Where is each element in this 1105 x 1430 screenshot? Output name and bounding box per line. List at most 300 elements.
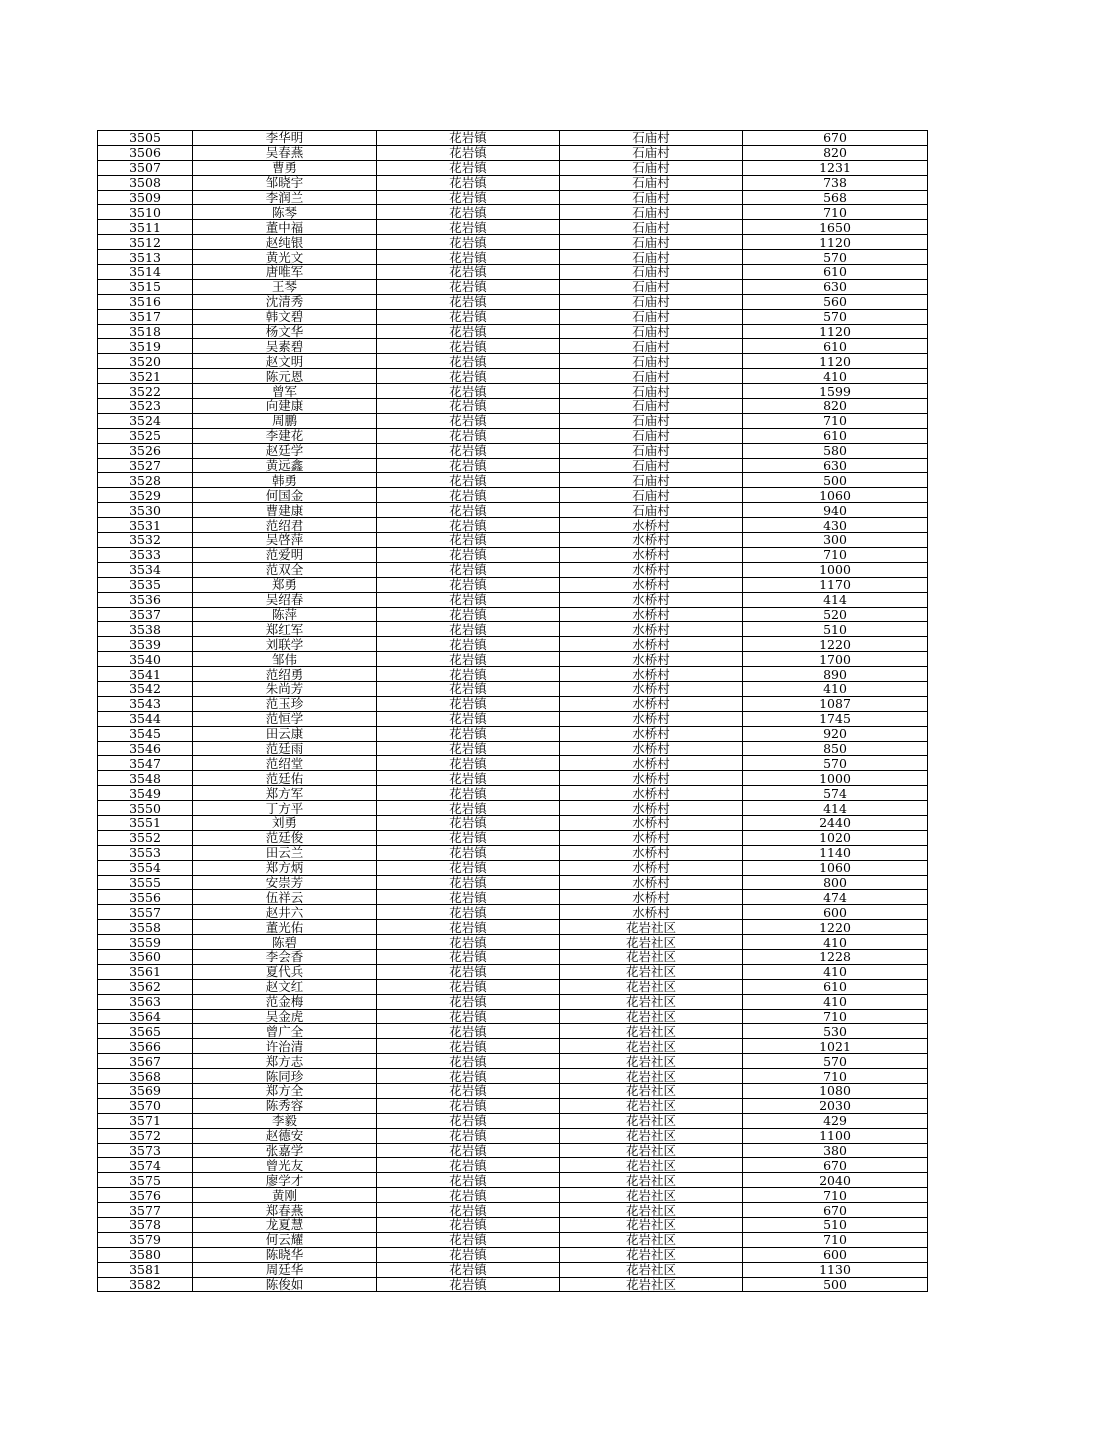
table-row: [98, 1098, 928, 1113]
amount-cell: 800: [743, 875, 928, 890]
village-cell: 花岩社区: [560, 1054, 743, 1069]
table-row: [98, 935, 928, 950]
village-cell: 水桥村: [560, 711, 743, 726]
records-body: [98, 131, 928, 1292]
amount-cell: 520: [743, 607, 928, 622]
town-cell: 花岩镇: [377, 294, 560, 309]
table-row: [98, 1203, 928, 1218]
table-row: [98, 681, 928, 696]
amount-cell: 1140: [743, 845, 928, 860]
village-cell: 花岩社区: [560, 1009, 743, 1024]
town-cell: 花岩镇: [377, 875, 560, 890]
amount-cell: 1080: [743, 1084, 928, 1099]
village-cell: 花岩社区: [560, 1024, 743, 1039]
village-cell: 花岩社区: [560, 1262, 743, 1277]
name-cell: 郑勇: [193, 577, 377, 592]
row-number-cell: 3559: [98, 935, 193, 950]
table-row: [98, 145, 928, 160]
town-cell: 花岩镇: [377, 488, 560, 503]
amount-cell: 300: [743, 533, 928, 548]
amount-cell: 1745: [743, 711, 928, 726]
table-row: [98, 160, 928, 175]
village-cell: 石庙村: [560, 250, 743, 265]
name-cell: 王琴: [193, 279, 377, 294]
row-number-cell: 3574: [98, 1158, 193, 1173]
table-row: [98, 1143, 928, 1158]
village-cell: 石庙村: [560, 309, 743, 324]
village-cell: 水桥村: [560, 771, 743, 786]
village-cell: 石庙村: [560, 131, 743, 146]
name-cell: 赵廷学: [193, 443, 377, 458]
town-cell: 花岩镇: [377, 428, 560, 443]
amount-cell: 500: [743, 1277, 928, 1292]
name-cell: 田云兰: [193, 845, 377, 860]
name-cell: 龙夏慧: [193, 1218, 377, 1233]
village-cell: 花岩社区: [560, 1173, 743, 1188]
table-row: [98, 949, 928, 964]
amount-cell: 610: [743, 979, 928, 994]
town-cell: 花岩镇: [377, 265, 560, 280]
amount-cell: 510: [743, 1218, 928, 1233]
village-cell: 花岩社区: [560, 920, 743, 935]
row-number-cell: 3523: [98, 399, 193, 414]
town-cell: 花岩镇: [377, 696, 560, 711]
name-cell: 何国金: [193, 488, 377, 503]
name-cell: 董光佑: [193, 920, 377, 935]
name-cell: 范廷俊: [193, 830, 377, 845]
row-number-cell: 3508: [98, 175, 193, 190]
table-row: [98, 1024, 928, 1039]
town-cell: 花岩镇: [377, 458, 560, 473]
amount-cell: 560: [743, 294, 928, 309]
table-row: [98, 369, 928, 384]
row-number-cell: 3527: [98, 458, 193, 473]
amount-cell: 1021: [743, 1039, 928, 1054]
amount-cell: 2030: [743, 1098, 928, 1113]
table-row: [98, 131, 928, 146]
table-row: [98, 920, 928, 935]
town-cell: 花岩镇: [377, 756, 560, 771]
row-number-cell: 3558: [98, 920, 193, 935]
row-number-cell: 3509: [98, 190, 193, 205]
table-row: [98, 458, 928, 473]
row-number-cell: 3520: [98, 354, 193, 369]
row-number-cell: 3535: [98, 577, 193, 592]
name-cell: 李润兰: [193, 190, 377, 205]
name-cell: 伍祥云: [193, 890, 377, 905]
amount-cell: 630: [743, 279, 928, 294]
row-number-cell: 3511: [98, 220, 193, 235]
amount-cell: 610: [743, 265, 928, 280]
town-cell: 花岩镇: [377, 309, 560, 324]
village-cell: 水桥村: [560, 592, 743, 607]
row-number-cell: 3549: [98, 786, 193, 801]
row-number-cell: 3545: [98, 726, 193, 741]
village-cell: 石庙村: [560, 384, 743, 399]
amount-cell: 414: [743, 592, 928, 607]
amount-cell: 670: [743, 1158, 928, 1173]
town-cell: 花岩镇: [377, 1069, 560, 1084]
town-cell: 花岩镇: [377, 547, 560, 562]
row-number-cell: 3552: [98, 830, 193, 845]
village-cell: 石庙村: [560, 220, 743, 235]
amount-cell: 1220: [743, 637, 928, 652]
amount-cell: 568: [743, 190, 928, 205]
table-row: [98, 667, 928, 682]
amount-cell: 738: [743, 175, 928, 190]
table-row: [98, 830, 928, 845]
town-cell: 花岩镇: [377, 622, 560, 637]
amount-cell: 1000: [743, 562, 928, 577]
name-cell: 郑春燕: [193, 1203, 377, 1218]
row-number-cell: 3534: [98, 562, 193, 577]
amount-cell: 820: [743, 145, 928, 160]
row-number-cell: 3526: [98, 443, 193, 458]
name-cell: 陈琴: [193, 205, 377, 220]
amount-cell: 1100: [743, 1128, 928, 1143]
town-cell: 花岩镇: [377, 890, 560, 905]
name-cell: 曾广全: [193, 1024, 377, 1039]
town-cell: 花岩镇: [377, 726, 560, 741]
amount-cell: 410: [743, 369, 928, 384]
village-cell: 花岩社区: [560, 1232, 743, 1247]
village-cell: 水桥村: [560, 726, 743, 741]
row-number-cell: 3531: [98, 518, 193, 533]
town-cell: 花岩镇: [377, 235, 560, 250]
name-cell: 吴素碧: [193, 339, 377, 354]
town-cell: 花岩镇: [377, 1128, 560, 1143]
village-cell: 水桥村: [560, 547, 743, 562]
amount-cell: 1130: [743, 1262, 928, 1277]
amount-cell: 574: [743, 786, 928, 801]
name-cell: 陈元恩: [193, 369, 377, 384]
village-cell: 石庙村: [560, 279, 743, 294]
village-cell: 石庙村: [560, 205, 743, 220]
town-cell: 花岩镇: [377, 860, 560, 875]
table-row: [98, 607, 928, 622]
amount-cell: 670: [743, 131, 928, 146]
table-row: [98, 1113, 928, 1128]
village-cell: 石庙村: [560, 160, 743, 175]
name-cell: 曹建康: [193, 503, 377, 518]
name-cell: 郑方志: [193, 1054, 377, 1069]
village-cell: 花岩社区: [560, 1113, 743, 1128]
row-number-cell: 3576: [98, 1188, 193, 1203]
table-row: [98, 294, 928, 309]
amount-cell: 670: [743, 1203, 928, 1218]
town-cell: 花岩镇: [377, 175, 560, 190]
town-cell: 花岩镇: [377, 1247, 560, 1262]
table-row: [98, 324, 928, 339]
table-row: [98, 711, 928, 726]
name-cell: 范玉珍: [193, 696, 377, 711]
amount-cell: 2440: [743, 815, 928, 830]
village-cell: 花岩社区: [560, 1158, 743, 1173]
amount-cell: 530: [743, 1024, 928, 1039]
row-number-cell: 3572: [98, 1128, 193, 1143]
row-number-cell: 3547: [98, 756, 193, 771]
amount-cell: 820: [743, 399, 928, 414]
row-number-cell: 3557: [98, 905, 193, 920]
amount-cell: 414: [743, 801, 928, 816]
table-row: [98, 592, 928, 607]
amount-cell: 710: [743, 1069, 928, 1084]
name-cell: 黄远鑫: [193, 458, 377, 473]
village-cell: 花岩社区: [560, 1188, 743, 1203]
town-cell: 花岩镇: [377, 279, 560, 294]
town-cell: 花岩镇: [377, 205, 560, 220]
town-cell: 花岩镇: [377, 399, 560, 414]
amount-cell: 474: [743, 890, 928, 905]
row-number-cell: 3548: [98, 771, 193, 786]
amount-cell: 610: [743, 428, 928, 443]
table-row: [98, 190, 928, 205]
amount-cell: 1220: [743, 920, 928, 935]
name-cell: 吴啓萍: [193, 533, 377, 548]
town-cell: 花岩镇: [377, 339, 560, 354]
town-cell: 花岩镇: [377, 994, 560, 1009]
table-row: [98, 384, 928, 399]
amount-cell: 1700: [743, 652, 928, 667]
amount-cell: 410: [743, 935, 928, 950]
amount-cell: 1228: [743, 949, 928, 964]
amount-cell: 600: [743, 905, 928, 920]
row-number-cell: 3506: [98, 145, 193, 160]
name-cell: 韩勇: [193, 473, 377, 488]
amount-cell: 410: [743, 964, 928, 979]
table-row: [98, 771, 928, 786]
village-cell: 石庙村: [560, 443, 743, 458]
town-cell: 花岩镇: [377, 577, 560, 592]
row-number-cell: 3551: [98, 815, 193, 830]
village-cell: 花岩社区: [560, 994, 743, 1009]
village-cell: 花岩社区: [560, 949, 743, 964]
village-cell: 石庙村: [560, 324, 743, 339]
row-number-cell: 3543: [98, 696, 193, 711]
village-cell: 花岩社区: [560, 1084, 743, 1099]
name-cell: 陈同珍: [193, 1069, 377, 1084]
town-cell: 花岩镇: [377, 711, 560, 726]
village-cell: 水桥村: [560, 652, 743, 667]
name-cell: 韩文碧: [193, 309, 377, 324]
table-row: [98, 905, 928, 920]
row-number-cell: 3567: [98, 1054, 193, 1069]
village-cell: 水桥村: [560, 845, 743, 860]
table-row: [98, 428, 928, 443]
village-cell: 水桥村: [560, 681, 743, 696]
name-cell: 周廷华: [193, 1262, 377, 1277]
name-cell: 郑方全: [193, 1084, 377, 1099]
amount-cell: 2040: [743, 1173, 928, 1188]
table-row: [98, 964, 928, 979]
name-cell: 曾军: [193, 384, 377, 399]
village-cell: 水桥村: [560, 637, 743, 652]
name-cell: 董中福: [193, 220, 377, 235]
name-cell: 田云康: [193, 726, 377, 741]
name-cell: 范爱明: [193, 547, 377, 562]
amount-cell: 1000: [743, 771, 928, 786]
row-number-cell: 3515: [98, 279, 193, 294]
town-cell: 花岩镇: [377, 160, 560, 175]
table-row: [98, 726, 928, 741]
name-cell: 李毅: [193, 1113, 377, 1128]
town-cell: 花岩镇: [377, 131, 560, 146]
town-cell: 花岩镇: [377, 190, 560, 205]
name-cell: 李建花: [193, 428, 377, 443]
name-cell: 唐唯军: [193, 265, 377, 280]
town-cell: 花岩镇: [377, 845, 560, 860]
village-cell: 花岩社区: [560, 1128, 743, 1143]
row-number-cell: 3513: [98, 250, 193, 265]
name-cell: 夏代兵: [193, 964, 377, 979]
name-cell: 曹勇: [193, 160, 377, 175]
town-cell: 花岩镇: [377, 1173, 560, 1188]
table-row: [98, 250, 928, 265]
name-cell: 赵德安: [193, 1128, 377, 1143]
town-cell: 花岩镇: [377, 1232, 560, 1247]
row-number-cell: 3539: [98, 637, 193, 652]
amount-cell: 1120: [743, 324, 928, 339]
village-cell: 水桥村: [560, 667, 743, 682]
town-cell: 花岩镇: [377, 145, 560, 160]
amount-cell: 410: [743, 681, 928, 696]
table-row: [98, 815, 928, 830]
village-cell: 花岩社区: [560, 935, 743, 950]
amount-cell: 570: [743, 756, 928, 771]
name-cell: 刘勇: [193, 815, 377, 830]
row-number-cell: 3532: [98, 533, 193, 548]
amount-cell: 850: [743, 741, 928, 756]
town-cell: 花岩镇: [377, 324, 560, 339]
town-cell: 花岩镇: [377, 443, 560, 458]
table-row: [98, 756, 928, 771]
name-cell: 赵纯银: [193, 235, 377, 250]
town-cell: 花岩镇: [377, 815, 560, 830]
name-cell: 朱尚芳: [193, 681, 377, 696]
table-row: [98, 1084, 928, 1099]
town-cell: 花岩镇: [377, 1262, 560, 1277]
village-cell: 花岩社区: [560, 1277, 743, 1292]
amount-cell: 510: [743, 622, 928, 637]
town-cell: 花岩镇: [377, 369, 560, 384]
town-cell: 花岩镇: [377, 1113, 560, 1128]
town-cell: 花岩镇: [377, 384, 560, 399]
town-cell: 花岩镇: [377, 1158, 560, 1173]
village-cell: 花岩社区: [560, 1218, 743, 1233]
town-cell: 花岩镇: [377, 1084, 560, 1099]
row-number-cell: 3541: [98, 667, 193, 682]
amount-cell: 1060: [743, 860, 928, 875]
village-cell: 水桥村: [560, 860, 743, 875]
row-number-cell: 3563: [98, 994, 193, 1009]
table-row: [98, 309, 928, 324]
row-number-cell: 3517: [98, 309, 193, 324]
village-cell: 石庙村: [560, 428, 743, 443]
name-cell: 陈萍: [193, 607, 377, 622]
row-number-cell: 3538: [98, 622, 193, 637]
town-cell: 花岩镇: [377, 220, 560, 235]
row-number-cell: 3564: [98, 1009, 193, 1024]
town-cell: 花岩镇: [377, 354, 560, 369]
row-number-cell: 3514: [98, 265, 193, 280]
amount-cell: 1120: [743, 354, 928, 369]
table-row: [98, 503, 928, 518]
town-cell: 花岩镇: [377, 949, 560, 964]
name-cell: 陈秀容: [193, 1098, 377, 1113]
town-cell: 花岩镇: [377, 741, 560, 756]
row-number-cell: 3518: [98, 324, 193, 339]
name-cell: 李华明: [193, 131, 377, 146]
name-cell: 李会香: [193, 949, 377, 964]
table-row: [98, 1188, 928, 1203]
amount-cell: 1020: [743, 830, 928, 845]
village-cell: 花岩社区: [560, 979, 743, 994]
village-cell: 花岩社区: [560, 1143, 743, 1158]
table-row: [98, 235, 928, 250]
village-cell: 水桥村: [560, 875, 743, 890]
row-number-cell: 3561: [98, 964, 193, 979]
name-cell: 赵文红: [193, 979, 377, 994]
village-cell: 花岩社区: [560, 1069, 743, 1084]
town-cell: 花岩镇: [377, 533, 560, 548]
name-cell: 范双全: [193, 562, 377, 577]
town-cell: 花岩镇: [377, 592, 560, 607]
amount-cell: 610: [743, 339, 928, 354]
name-cell: 吴春燕: [193, 145, 377, 160]
table-row: [98, 399, 928, 414]
village-cell: 石庙村: [560, 354, 743, 369]
table-row: [98, 801, 928, 816]
table-row: [98, 875, 928, 890]
name-cell: 邹晓宇: [193, 175, 377, 190]
data-sheet: [97, 130, 927, 1292]
row-number-cell: 3540: [98, 652, 193, 667]
table-row: [98, 890, 928, 905]
table-row: [98, 473, 928, 488]
row-number-cell: 3575: [98, 1173, 193, 1188]
village-cell: 花岩社区: [560, 1039, 743, 1054]
village-cell: 水桥村: [560, 890, 743, 905]
town-cell: 花岩镇: [377, 413, 560, 428]
row-number-cell: 3521: [98, 369, 193, 384]
name-cell: 范绍勇: [193, 667, 377, 682]
amount-cell: 710: [743, 1009, 928, 1024]
village-cell: 水桥村: [560, 756, 743, 771]
table-row: [98, 1128, 928, 1143]
name-cell: 吴金虎: [193, 1009, 377, 1024]
town-cell: 花岩镇: [377, 920, 560, 935]
table-row: [98, 1262, 928, 1277]
row-number-cell: 3577: [98, 1203, 193, 1218]
village-cell: 水桥村: [560, 830, 743, 845]
row-number-cell: 3519: [98, 339, 193, 354]
village-cell: 水桥村: [560, 622, 743, 637]
village-cell: 花岩社区: [560, 1247, 743, 1262]
row-number-cell: 3570: [98, 1098, 193, 1113]
amount-cell: 600: [743, 1247, 928, 1262]
row-number-cell: 3542: [98, 681, 193, 696]
table-row: [98, 518, 928, 533]
table-row: [98, 786, 928, 801]
amount-cell: 710: [743, 413, 928, 428]
row-number-cell: 3529: [98, 488, 193, 503]
row-number-cell: 3573: [98, 1143, 193, 1158]
town-cell: 花岩镇: [377, 1054, 560, 1069]
village-cell: 水桥村: [560, 741, 743, 756]
amount-cell: 429: [743, 1113, 928, 1128]
name-cell: 郑红军: [193, 622, 377, 637]
row-number-cell: 3524: [98, 413, 193, 428]
